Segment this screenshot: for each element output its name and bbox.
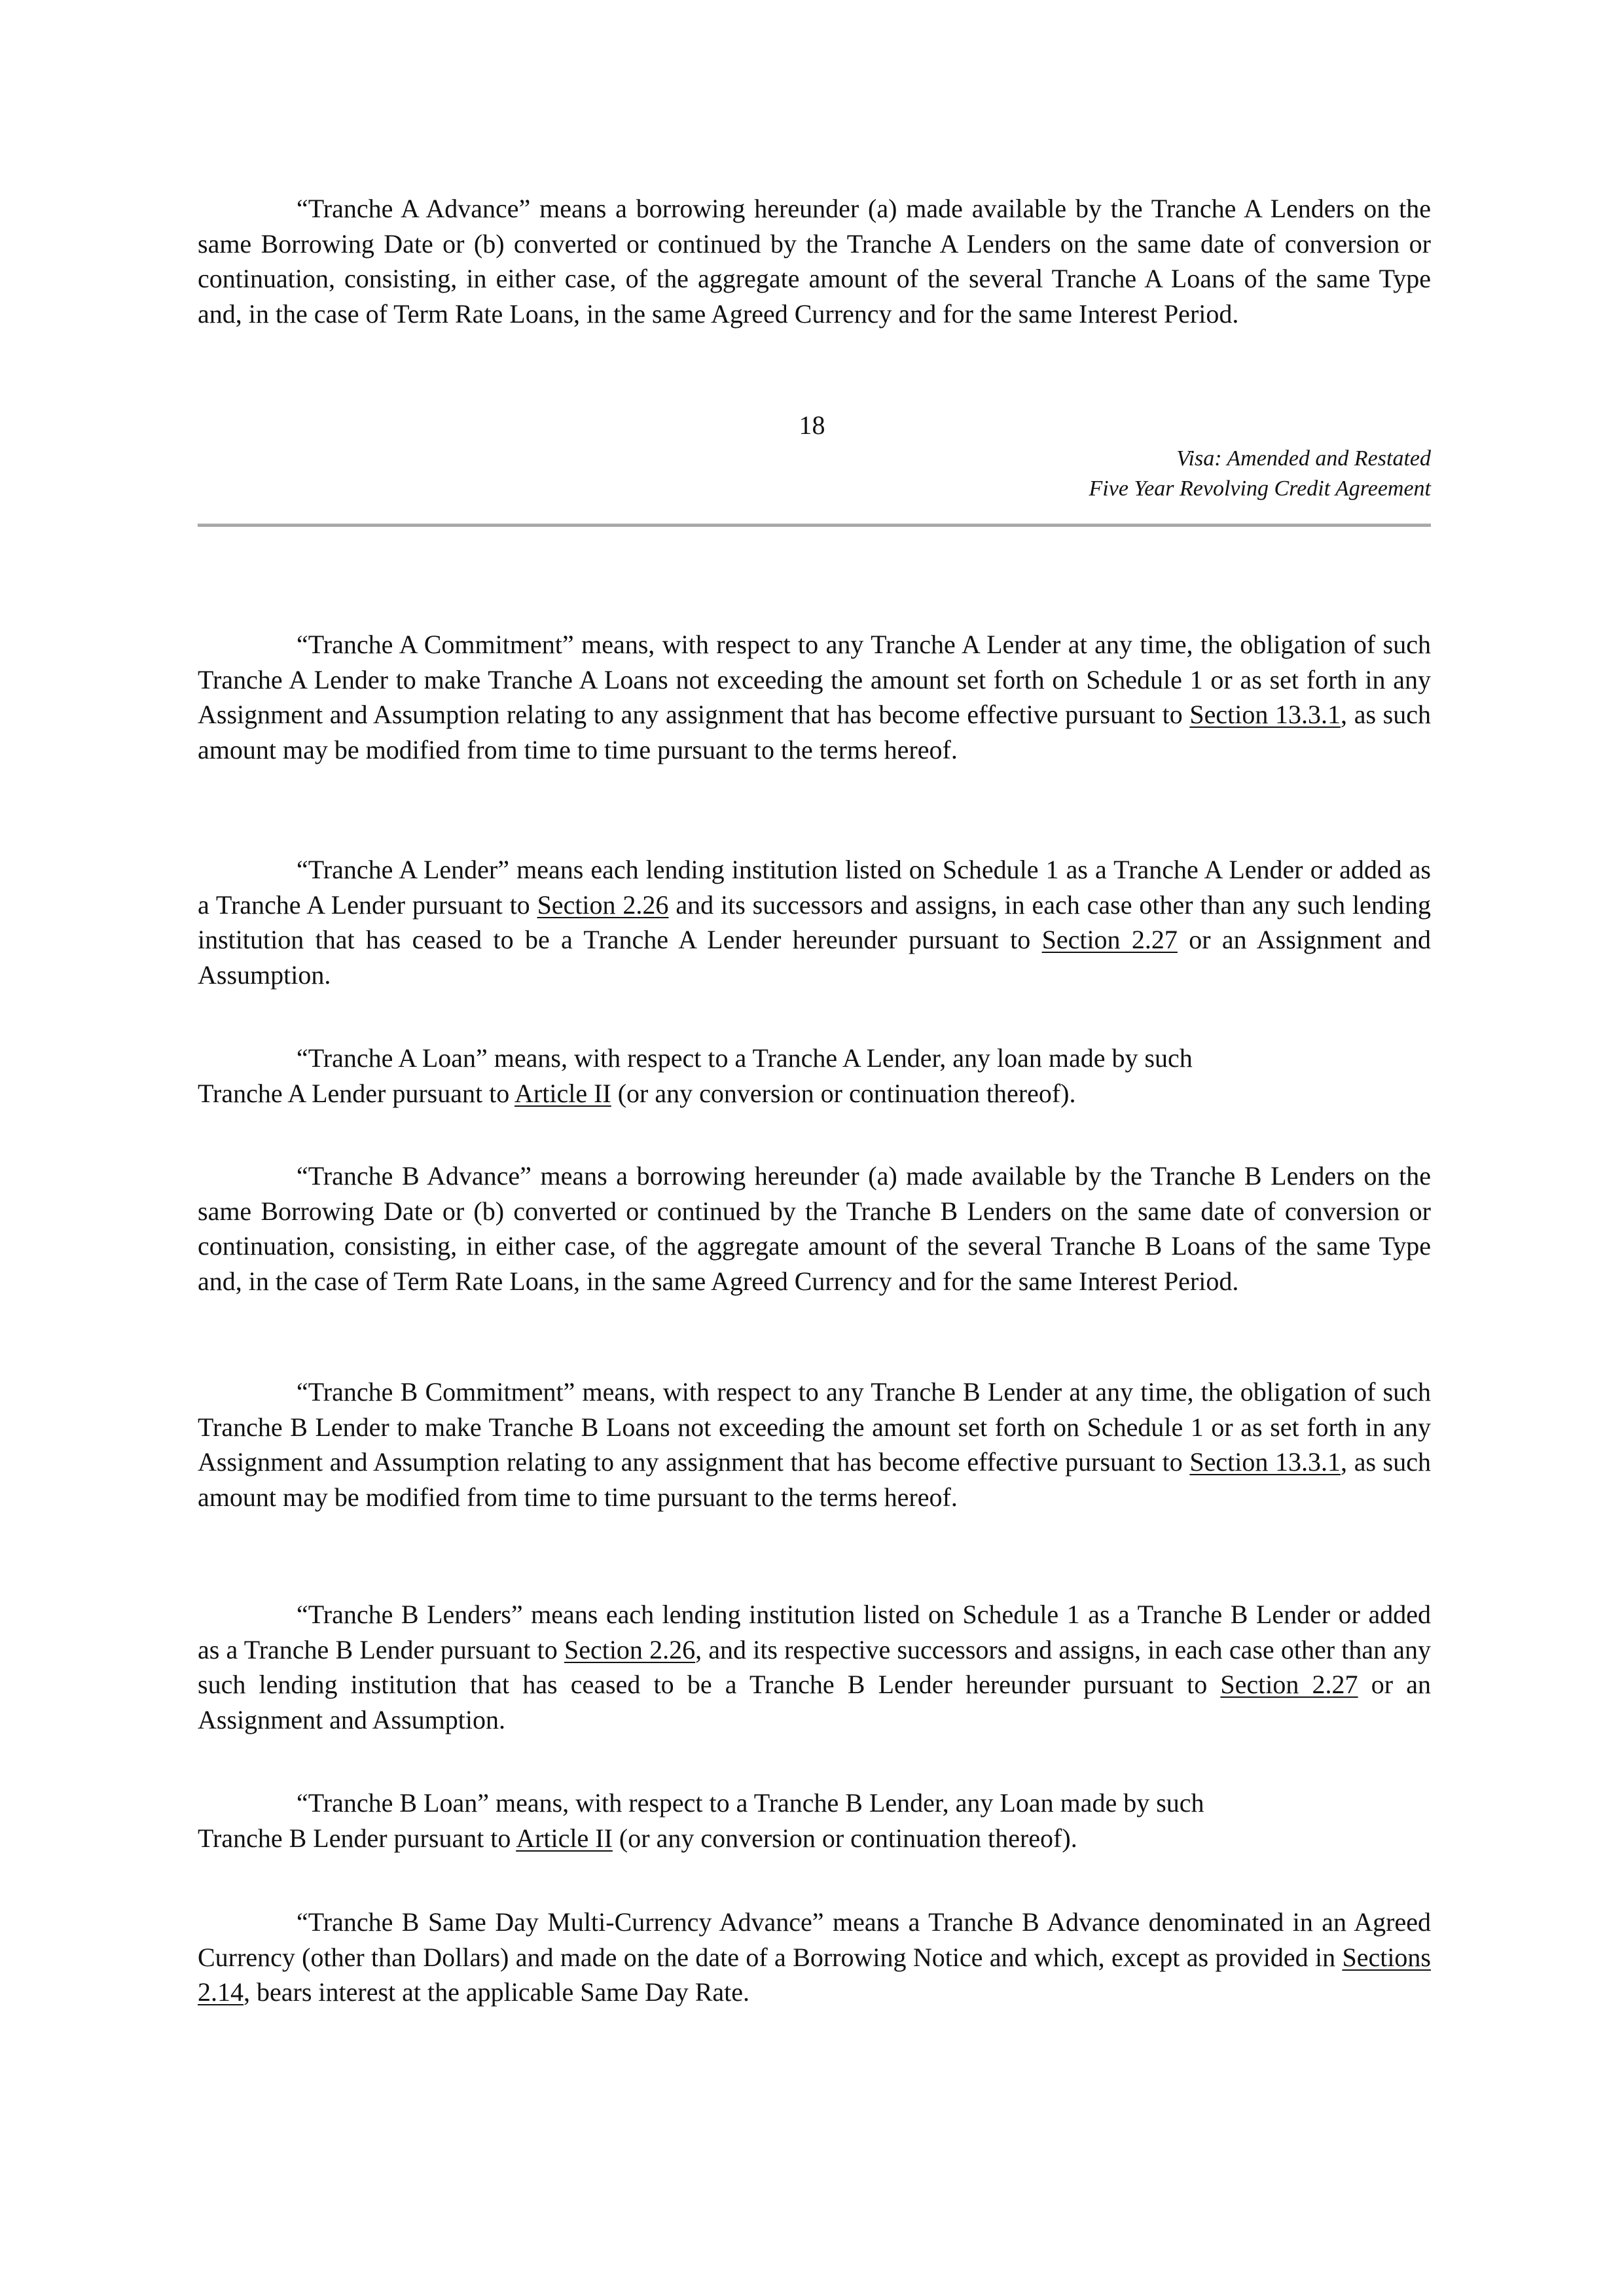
definition-text: “Tranche B Lenders” means each lending institution listed on Schedule 1 as a Tranche B Lender or added as a Tranche B Lender pursuant to: [198, 1600, 1431, 1664]
definition-tranche-b-commitment: [198, 1374, 1431, 1515]
section-reference[interactable]: Section 2.27: [1041, 925, 1178, 954]
definition-text: , as such amount may be modified from time to time pursuant to the terms hereof.: [198, 1447, 1431, 1512]
article-reference[interactable]: Article II: [516, 1823, 613, 1853]
page-number: 18: [799, 410, 825, 440]
footer-line-2: Five Year Revolving Credit Agreement: [1089, 476, 1431, 501]
definition-tranche-b-loan: [198, 1785, 1431, 1856]
definition-text: “Tranche A Advance” means a borrowing hereunder (a) made available by the Tranche A Lenders on the same Borrowing Date or (b) converted or continued by the Tranche A Lenders on the same date of conversion or continuation, consisting, in either case, of the aggregate amount of the several Tranche A Loans of the same Type and, in the case of Term Rate Loans, in the same Agreed Currency and for the same Interest Period.: [198, 194, 1431, 329]
section-reference[interactable]: Section 2.27: [1220, 1670, 1358, 1699]
definition-text: “Tranche A Lender” means each lending institution listed on Schedule 1 as a Tranche A Lender or added as a Tranche A Lender pursuant to: [198, 855, 1431, 920]
definition-text: or an Assignment and Assumption.: [198, 925, 1432, 990]
definition-text: “Tranche A Commitment” means, with respect to any Tranche A Lender at any time, the obligation of such Tranche A Lender to make Tranche A Loans not exceeding the amount set forth on Schedule 1 or as set forth in any Assignment and Assumption relating to any assignment that has become effective pursuant to: [198, 630, 1431, 729]
section-reference[interactable]: Section 2.26: [537, 889, 669, 920]
definition-text: and its successors and assigns, in each case other than any such lending institution that has ceased to be a Tranche A Lender hereunder pursuant to: [198, 889, 1431, 954]
definition-tranche-a-advance: [198, 191, 1431, 331]
definition-tranche-b-same-day-advance: [198, 1905, 1431, 2010]
definition-text: , bears interest at the applicable Same Day Rate.: [244, 1977, 750, 2007]
section-reference[interactable]: Sections 2.14: [198, 1942, 1431, 2007]
definition-line-1: “Tranche A Loan” means, with respect to a Tranche A Lender, any loan made by such: [297, 1043, 1193, 1073]
section-reference[interactable]: Section 13.3.1: [1189, 1447, 1341, 1477]
page-break-rule: [198, 524, 1431, 527]
definition-tranche-a-lender: [198, 852, 1431, 992]
footer-line-1: Visa: Amended and Restated: [1176, 446, 1431, 471]
definition-text: “Tranche B Advance” means a borrowing hereunder (a) made available by the Tranche B Lenders on the same Borrowing Date or (b) converted or continued by the Tranche B Lenders on the same date of conversion or continuation, consisting, in either case, of the aggregate amount of the several Tranche B Loans of the same Type and, in the case of Term Rate Loans, in the same Agreed Currency and for the same Interest Period.: [198, 1161, 1431, 1296]
definition-text: , as such amount may be modified from time to time pursuant to the terms hereof.: [198, 700, 1431, 764]
definition-text: “Tranche B Same Day Multi-Currency Advance” means a Tranche B Advance denominated in an Agreed Currency (other than Dollars) and made on the date of a Borrowing Notice and which, except as provided in: [198, 1907, 1431, 1972]
definition-text: (or any conversion or continuation thereof).: [612, 1823, 1077, 1853]
definition-tranche-b-advance: [198, 1158, 1431, 1299]
definition-line-1: “Tranche B Loan” means, with respect to a Tranche B Lender, any Loan made by such: [297, 1788, 1204, 1818]
definition-tranche-a-commitment: [198, 627, 1431, 767]
definition-text: (or any conversion or continuation thereof).: [611, 1078, 1076, 1108]
definition-text: , and its respective successors and assigns, in each case other than any such lending institution that has ceased to be a Tranche B Lender hereunder pursuant to: [198, 1634, 1431, 1699]
definition-text: “Tranche B Commitment” means, with respect to any Tranche B Lender at any time, the obligation of such Tranche B Lender to make Tranche B Loans not exceeding the amount set forth on Schedule 1 or as set forth in any Assignment and Assumption relating to any assignment that has become effective pursuant to: [198, 1377, 1431, 1477]
section-reference[interactable]: Section 2.26: [564, 1634, 696, 1664]
definition-tranche-b-lenders: [198, 1597, 1431, 1737]
section-reference[interactable]: Section 13.3.1: [1189, 700, 1341, 729]
definition-tranche-a-loan: [198, 1041, 1431, 1111]
article-reference[interactable]: Article II: [514, 1078, 611, 1108]
definition-text: or an Assignment and Assumption.: [198, 1670, 1432, 1734]
definition-text: Tranche A Lender pursuant to: [198, 1078, 515, 1108]
definition-text: Tranche B Lender pursuant to: [198, 1823, 516, 1853]
